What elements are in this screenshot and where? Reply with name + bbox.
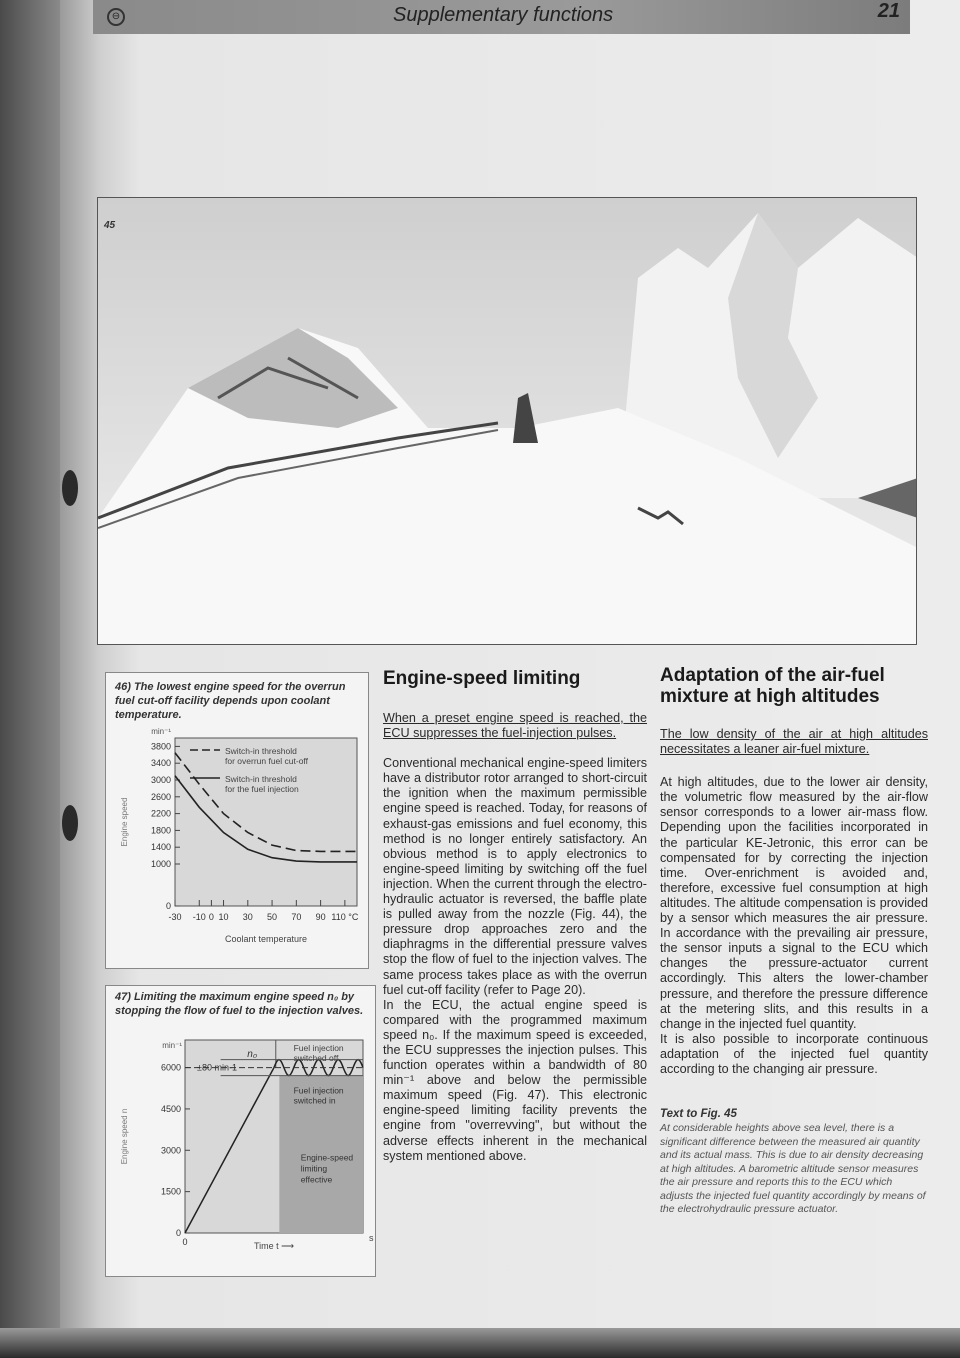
fig47-chart <box>105 1035 376 1260</box>
y-unit-label: min⁻¹ <box>162 1041 182 1050</box>
scan-bottom-shadow <box>0 1328 960 1358</box>
y-tick-label: 3000 <box>150 775 171 785</box>
body-paragraph: In the ECU, the actual engine speed is compared with the programmed maximum speed n₀. If the maximum speed is exceeded, the ECU suppresses the injection pulses. This function operates within a bandwidth of 80 min⁻¹ above and below the permissible maximum speed (Fig. 47). This electronic engine-speed limiting facility prevents the engine from "overrevving", but without the adverse effects inherent in the mechanical system mentioned above. <box>383 997 647 1163</box>
n0-label: n₀ <box>247 1049 258 1060</box>
y-unit-label: min⁻¹ <box>151 727 171 736</box>
x-tick-label: 0 <box>208 912 214 922</box>
y-tick-label: 1400 <box>150 842 171 853</box>
y-tick-label: 2200 <box>150 808 171 819</box>
fig47-caption: 47) Limiting the maximum engine speed n₀ by stopping the flow of fuel to the injection valves. <box>115 991 364 1017</box>
body-paragraph: It is also possible to incorporate continuous adaptation of the injected fuel quantity according to the changing air pressure. <box>660 1031 928 1076</box>
fig45-text: At considerable heights above sea level, there is a significant difference between the measured air quantity and its actual mass. This is due to air density decreasing at high altitudes. A barometric altitude sensor measures the air pressure and reports this to the ECU which adjusts the injected fuel quantity accordingly by means of the electrohydraulic pressure actuator. <box>660 1122 926 1216</box>
x-tick-label: -10 <box>192 912 206 922</box>
lead-text: When a preset engine speed is reached, the ECU suppresses the fuel-injection pulses. <box>383 711 647 741</box>
y-tick-label: 0 <box>175 1228 181 1238</box>
x-unit-label: s <box>369 1233 374 1243</box>
engine-speed-limiting-section <box>383 668 647 1164</box>
page-number: 21 <box>877 0 900 22</box>
x-tick-label: 50 <box>267 912 278 922</box>
annotation-switched-in: switched in <box>293 1095 336 1106</box>
annotation-limiting-effective: Engine-speed <box>300 1152 354 1163</box>
y-tick-label: 3400 <box>150 758 171 769</box>
y-tick-label: 2600 <box>150 791 171 802</box>
fig45-text-title: Text to Fig. 45 <box>660 1108 737 1121</box>
y-tick-label: 3000 <box>160 1145 181 1156</box>
legend-label: for the fuel injection <box>225 784 299 794</box>
section-heading: Engine-speed limiting <box>383 668 581 689</box>
lead-text: The low density of the air at high altitudes necessitates a leaner air-fuel mixture. <box>660 727 928 757</box>
x-tick-label: 30 <box>242 912 253 922</box>
section-title: Supplementary functions <box>393 4 614 26</box>
binder-hole <box>62 470 78 506</box>
x-tick-label: 0 <box>182 1237 188 1247</box>
y-axis-label: Engine speed <box>120 797 129 847</box>
y-tick-label: 1000 <box>150 859 171 869</box>
binder-hole <box>62 805 78 841</box>
fig45-mountain-photo <box>97 197 917 645</box>
y-tick-label: 1800 <box>150 825 171 836</box>
x-tick-label: 90 <box>315 912 326 922</box>
x-axis-label: Coolant temperature <box>224 934 308 944</box>
legend-label: Switch-in threshold <box>225 774 297 784</box>
x-tick-label: 110 °C <box>331 912 359 922</box>
fig46-caption: 46) The lowest engine speed for the overrun fuel cut-off facility depends upon coolant temperature. <box>115 681 346 721</box>
body-paragraph: At high altitudes, due to the lower air density, the volumetric flow measured by the air-flow sensor corresponds to a lower air-mass flow. Depending upon the facilities incorporated in the particular KE-Jetronic, this error can be compensated for by correcting the injection time. Over-enrichment is avoided and, therefore, excessive fuel consumption at high altitudes. The altitude compensation is provided by a sensor which measures the air pressure. In accordance with the prevailing air pressure, the sensor inputs a signal to the ECU which changes the pressure-actuator current accordingly. This alters the lower-chamber pressure, and therefore the pressure difference at the metering slits, and this results in a change in the injected fuel quantity. <box>660 775 928 1031</box>
mountain-photo-illustration <box>98 198 917 645</box>
band-label: ±80 min-1 <box>197 1062 237 1073</box>
annotation-switched-off: switched off <box>293 1053 339 1063</box>
y-axis-label: Engine speed n <box>120 1108 129 1165</box>
annotation-switched-in: Fuel injection <box>293 1085 344 1096</box>
section-heading: Adaptation of the air-fuel mixture at high altitudes <box>660 665 885 707</box>
page-header <box>93 0 910 34</box>
legend-label: Switch-in threshold <box>225 746 297 756</box>
body-paragraph: Conventional mechanical engine-speed limiters have a distributor rotor arranged to short-circuit the ignition when the maximum permissible engine speed is reached. Today, for reasons of exhaust-gas emissions and fuel economy, this method is no longer entirely satisfactory. An obvious method is to apply electronics to engine-speed limiting by switching off the fuel injection. When the current through the electro-hydraulic actuator is reversed, the baffle plate is pulled away from the nozzle (Fig. 44), the pressure drop approaches zero and the diaphragms in the differential pressure valves stop the flow of fuel to the injection valves. The same process takes place as with the overrun fuel cut-off facility (refer to Page 20). <box>383 756 647 997</box>
y-tick-label: 1500 <box>160 1186 181 1197</box>
annotation-limiting-effective: effective <box>300 1174 333 1185</box>
annotation-switched-off: Fuel injection <box>293 1043 344 1053</box>
x-axis-label: Time t ⟶ <box>253 1241 295 1251</box>
scan-edge-shadow <box>0 0 60 1358</box>
x-tick-label: 70 <box>291 912 302 922</box>
y-tick-label: 6000 <box>160 1062 181 1073</box>
altitude-adaptation-section <box>660 665 928 1217</box>
brand-logo-icon: ⊖ <box>107 8 125 26</box>
y-tick-label: 4500 <box>160 1103 181 1114</box>
y-tick-label: 0 <box>165 901 171 911</box>
legend-label: for overrun fuel cut-off <box>225 756 308 766</box>
annotation-limiting-effective: limiting <box>300 1163 328 1174</box>
figure-number: 45 <box>104 220 116 231</box>
y-tick-label: 3800 <box>150 741 171 752</box>
x-tick-label: 10 <box>218 912 229 922</box>
x-tick-label: -30 <box>168 912 182 922</box>
fig46-chart <box>105 722 369 967</box>
